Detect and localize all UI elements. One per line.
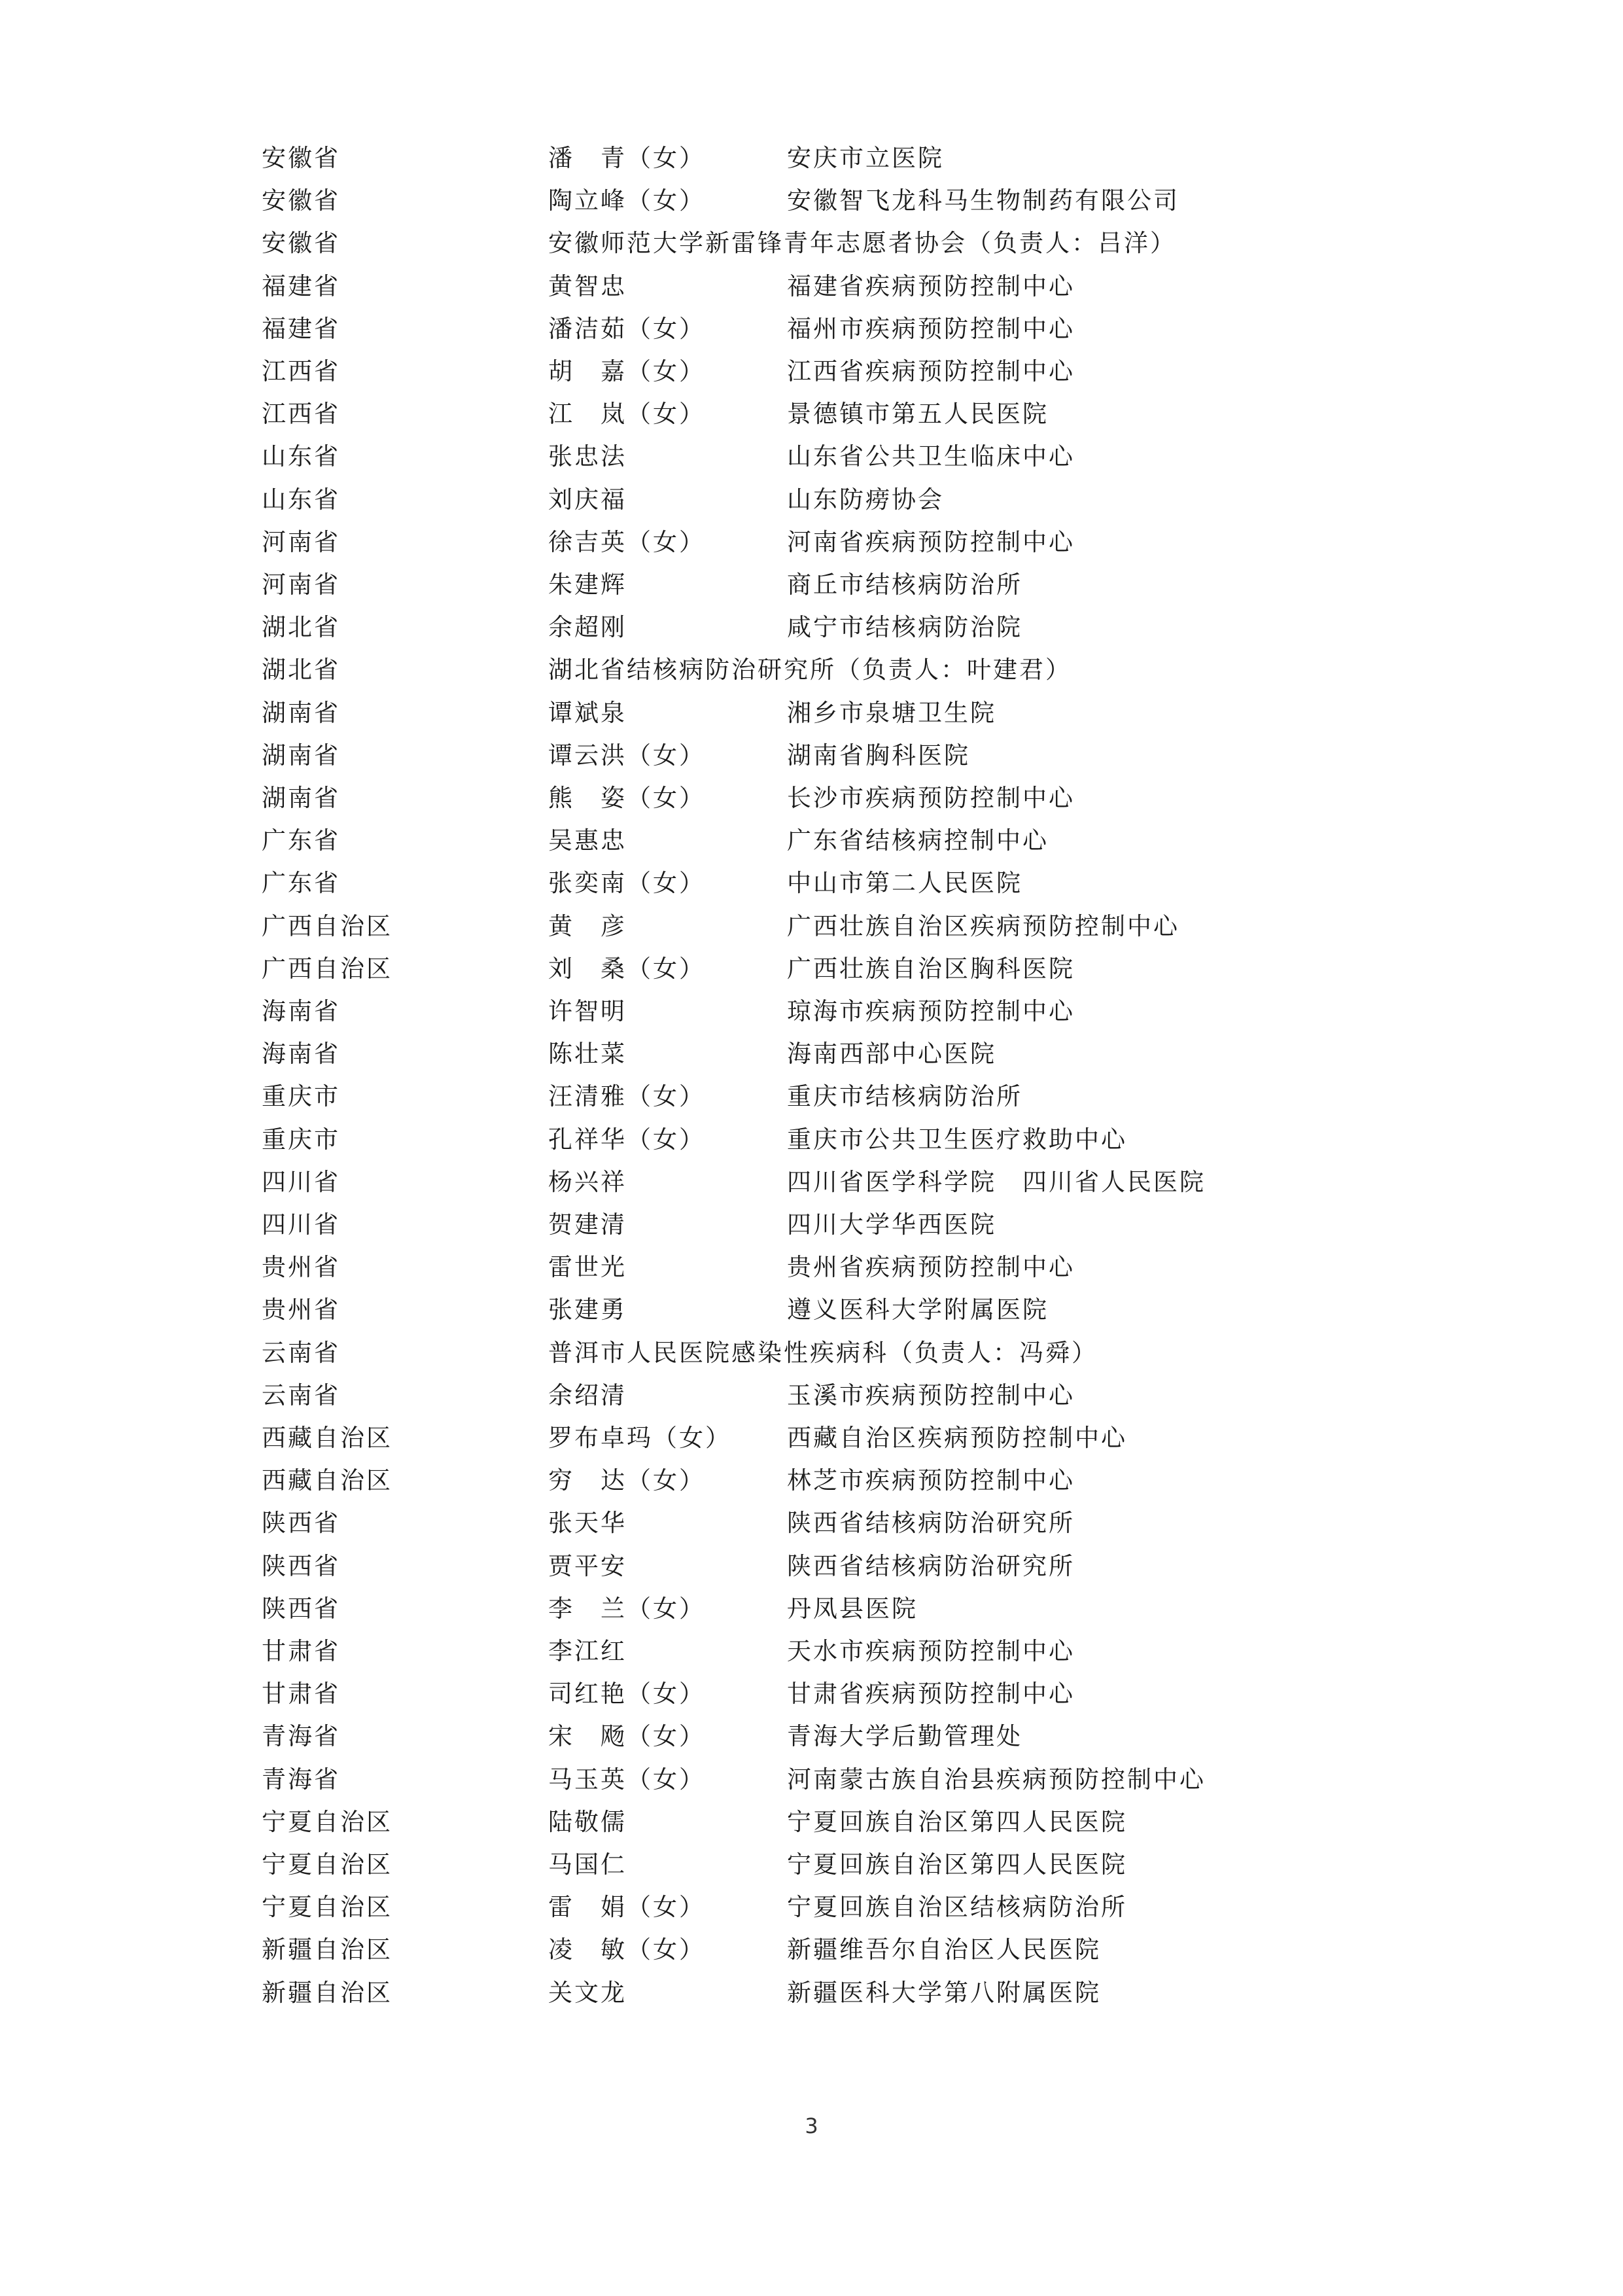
list-item (0, 1589, 1623, 1629)
region-cell: 新疆自治区 (262, 1978, 393, 2007)
organization-cell: 商丘市结核病防治所 (787, 571, 1022, 599)
name-cell: 马国仁 (548, 1850, 627, 1879)
organization-cell: 玉溪市疾病预防控制中心 (787, 1381, 1075, 1409)
organization-cell: 四川大学华西医院 (787, 1210, 996, 1239)
organization-cell: 广西壮族自治区胸科医院 (787, 954, 1075, 983)
name-cell: 安徽师范大学新雷锋青年志愿者协会（负责人：吕洋） (548, 229, 1176, 258)
name-cell: 熊 姿（女） (548, 784, 705, 812)
region-cell: 安徽省 (262, 144, 340, 172)
organization-cell: 新疆维吾尔自治区人民医院 (787, 1935, 1101, 1964)
list-item (0, 1205, 1623, 1245)
name-cell: 司红艳（女） (548, 1680, 705, 1708)
region-cell: 四川省 (262, 1210, 340, 1239)
name-cell: 贾平安 (548, 1551, 627, 1580)
region-cell: 甘肃省 (262, 1637, 340, 1665)
organization-cell: 中山市第二人民医院 (787, 869, 1022, 898)
list-item (0, 949, 1623, 989)
organization-cell: 琼海市疾病预防控制中心 (787, 997, 1075, 1025)
region-cell: 山东省 (262, 485, 340, 514)
name-cell: 雷世光 (548, 1253, 627, 1282)
list-item (0, 523, 1623, 562)
list-item (0, 1674, 1623, 1714)
region-cell: 福建省 (262, 272, 340, 300)
list-item (0, 1845, 1623, 1884)
name-cell: 关文龙 (548, 1978, 627, 2007)
name-cell: 徐吉英（女） (548, 527, 705, 556)
organization-cell: 山东防痨协会 (787, 485, 944, 514)
name-cell: 汪清雅（女） (548, 1082, 705, 1111)
name-cell: 陈壮菜 (548, 1040, 627, 1069)
organization-cell: 青海大学后勤管理处 (787, 1722, 1022, 1751)
organization-cell: 山东省公共卫生临床中心 (787, 442, 1075, 471)
region-cell: 西藏自治区 (262, 1466, 393, 1495)
region-cell: 青海省 (262, 1765, 340, 1793)
list-item (0, 650, 1623, 690)
region-cell: 福建省 (262, 314, 340, 343)
list-item (0, 309, 1623, 349)
region-cell: 贵州省 (262, 1296, 340, 1324)
list-item (0, 480, 1623, 520)
organization-cell: 甘肃省疾病预防控制中心 (787, 1680, 1075, 1708)
name-cell: 凌 敏（女） (548, 1935, 705, 1964)
name-cell: 潘洁茹（女） (548, 314, 705, 343)
region-cell: 重庆市 (262, 1082, 340, 1111)
region-cell: 青海省 (262, 1722, 340, 1751)
region-cell: 四川省 (262, 1167, 340, 1196)
organization-cell: 河南蒙古族自治县疾病预防控制中心 (787, 1765, 1206, 1793)
list-item (0, 565, 1623, 605)
name-cell: 湖北省结核病防治研究所（负责人：叶建君） (548, 656, 1072, 684)
list-item (0, 1163, 1623, 1202)
list-item (0, 992, 1623, 1031)
name-cell: 刘庆福 (548, 485, 627, 514)
list-item (0, 139, 1623, 178)
region-cell: 湖南省 (262, 698, 340, 727)
list-item (0, 1120, 1623, 1159)
region-cell: 广西自治区 (262, 911, 393, 940)
organization-cell: 重庆市结核病防治所 (787, 1082, 1022, 1111)
list-item (0, 352, 1623, 391)
organization-cell: 湖南省胸科医院 (787, 741, 970, 769)
name-cell: 吴惠忠 (548, 826, 627, 855)
list-item (0, 1333, 1623, 1373)
list-item (0, 1717, 1623, 1756)
list-item (0, 1461, 1623, 1500)
name-cell: 张奕南（女） (548, 869, 705, 898)
organization-cell: 长沙市疾病预防控制中心 (787, 784, 1075, 812)
list-item (0, 1930, 1623, 1969)
list-item (0, 224, 1623, 263)
name-cell: 张忠法 (548, 442, 627, 471)
list-item (0, 267, 1623, 306)
region-cell: 广东省 (262, 826, 340, 855)
region-cell: 湖北省 (262, 613, 340, 642)
name-cell: 罗布卓玛（女） (548, 1424, 731, 1452)
organization-cell: 广西壮族自治区疾病预防控制中心 (787, 911, 1179, 940)
region-cell: 海南省 (262, 1040, 340, 1069)
organization-cell: 安徽智飞龙科马生物制药有限公司 (787, 186, 1179, 215)
organization-cell: 天水市疾病预防控制中心 (787, 1637, 1075, 1665)
list-item (0, 1547, 1623, 1586)
region-cell: 贵州省 (262, 1253, 340, 1282)
organization-cell: 福建省疾病预防控制中心 (787, 272, 1075, 300)
name-cell: 余绍清 (548, 1381, 627, 1409)
organization-cell: 福州市疾病预防控制中心 (787, 314, 1075, 343)
page-number: 3 (805, 2113, 818, 2138)
list-item (0, 1290, 1623, 1330)
list-item (0, 395, 1623, 434)
organization-cell: 河南省疾病预防控制中心 (787, 527, 1075, 556)
list-item (0, 1077, 1623, 1116)
organization-cell: 江西省疾病预防控制中心 (787, 357, 1075, 385)
list-item (0, 1632, 1623, 1671)
region-cell: 陕西省 (262, 1594, 340, 1623)
organization-cell: 遵义医科大学附属医院 (787, 1296, 1049, 1324)
name-cell: 潘 青（女） (548, 144, 705, 172)
name-cell: 张建勇 (548, 1296, 627, 1324)
list-item (0, 1248, 1623, 1287)
name-cell: 雷 娟（女） (548, 1893, 705, 1922)
list-item (0, 181, 1623, 221)
region-cell: 宁夏自治区 (262, 1893, 393, 1922)
region-cell: 甘肃省 (262, 1680, 340, 1708)
name-cell: 李 兰（女） (548, 1594, 705, 1623)
region-cell: 云南省 (262, 1381, 340, 1409)
organization-cell: 重庆市公共卫生医疗救助中心 (787, 1125, 1127, 1154)
organization-cell: 景德镇市第五人民医院 (787, 400, 1049, 429)
name-cell: 孔祥华（女） (548, 1125, 705, 1154)
organization-cell: 咸宁市结核病防治院 (787, 613, 1022, 642)
organization-cell: 丹凤县医院 (787, 1594, 918, 1623)
name-cell: 穷 达（女） (548, 1466, 705, 1495)
organization-cell: 陕西省结核病防治研究所 (787, 1551, 1075, 1580)
list-item (0, 1376, 1623, 1415)
name-cell: 陶立峰（女） (548, 186, 705, 215)
list-item (0, 437, 1623, 476)
list-item (0, 821, 1623, 860)
name-cell: 张天华 (548, 1509, 627, 1538)
organization-cell: 林芝市疾病预防控制中心 (787, 1466, 1075, 1495)
organization-cell: 新疆医科大学第八附属医院 (787, 1978, 1101, 2007)
name-cell: 谭云洪（女） (548, 741, 705, 769)
region-cell: 广西自治区 (262, 954, 393, 983)
region-cell: 云南省 (262, 1338, 340, 1367)
organization-cell: 宁夏回族自治区第四人民医院 (787, 1850, 1127, 1879)
name-cell: 贺建清 (548, 1210, 627, 1239)
list-item (0, 779, 1623, 818)
region-cell: 河南省 (262, 571, 340, 599)
name-cell: 宋 飏（女） (548, 1722, 705, 1751)
list-item (0, 907, 1623, 946)
list-item (0, 1419, 1623, 1458)
name-cell: 陆敬儒 (548, 1807, 627, 1836)
name-cell: 杨兴祥 (548, 1167, 627, 1196)
name-cell: 朱建辉 (548, 571, 627, 599)
name-cell: 江 岚（女） (548, 400, 705, 429)
organization-cell: 贵州省疾病预防控制中心 (787, 1253, 1075, 1282)
region-cell: 重庆市 (262, 1125, 340, 1154)
organization-cell: 四川省医学科学院 四川省人民医院 (787, 1167, 1206, 1196)
list-item (0, 1504, 1623, 1543)
name-cell: 普洱市人民医院感染性疾病科（负责人：冯舜） (548, 1338, 1098, 1367)
region-cell: 陕西省 (262, 1551, 340, 1580)
name-cell: 黄 彦 (548, 911, 627, 940)
region-cell: 宁夏自治区 (262, 1807, 393, 1836)
region-cell: 广东省 (262, 869, 340, 898)
name-cell: 胡 嘉（女） (548, 357, 705, 385)
organization-cell: 宁夏回族自治区结核病防治所 (787, 1893, 1127, 1922)
organization-cell: 安庆市立医院 (787, 144, 944, 172)
region-cell: 西藏自治区 (262, 1424, 393, 1452)
organization-cell: 湘乡市泉塘卫生院 (787, 698, 996, 727)
region-cell: 陕西省 (262, 1509, 340, 1538)
list-item (0, 1803, 1623, 1842)
organization-cell: 陕西省结核病防治研究所 (787, 1509, 1075, 1538)
organization-cell: 宁夏回族自治区第四人民医院 (787, 1807, 1127, 1836)
name-cell: 谭斌泉 (548, 698, 627, 727)
list-item (0, 864, 1623, 903)
list-item (0, 1760, 1623, 1799)
name-cell: 余超刚 (548, 613, 627, 642)
name-cell: 刘 桑（女） (548, 954, 705, 983)
name-cell: 黄智忠 (548, 272, 627, 300)
region-cell: 宁夏自治区 (262, 1850, 393, 1879)
organization-cell: 西藏自治区疾病预防控制中心 (787, 1424, 1127, 1452)
region-cell: 山东省 (262, 442, 340, 471)
list-item (0, 608, 1623, 647)
list-item (0, 1973, 1623, 2013)
list-item (0, 1034, 1623, 1074)
region-cell: 河南省 (262, 527, 340, 556)
organization-cell: 广东省结核病控制中心 (787, 826, 1049, 855)
region-cell: 江西省 (262, 400, 340, 429)
name-cell: 马玉英（女） (548, 1765, 705, 1793)
region-cell: 江西省 (262, 357, 340, 385)
region-cell: 湖南省 (262, 784, 340, 812)
name-cell: 李江红 (548, 1637, 627, 1665)
region-cell: 湖北省 (262, 656, 340, 684)
name-cell: 许智明 (548, 997, 627, 1025)
region-cell: 新疆自治区 (262, 1935, 393, 1964)
region-cell: 海南省 (262, 997, 340, 1025)
organization-cell: 海南西部中心医院 (787, 1040, 996, 1069)
region-cell: 湖南省 (262, 741, 340, 769)
list-item (0, 736, 1623, 775)
region-cell: 安徽省 (262, 186, 340, 215)
list-item (0, 694, 1623, 733)
region-cell: 安徽省 (262, 229, 340, 258)
list-item (0, 1888, 1623, 1927)
